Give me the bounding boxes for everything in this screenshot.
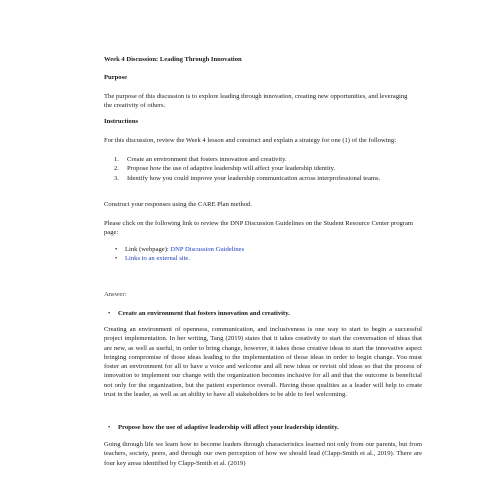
- list-number: 2.: [114, 165, 119, 173]
- instructions-intro: For this discussion, review the Week 4 lesson and construct and explain a strategy for one (1) of the following:: [104, 137, 396, 144]
- answer-paragraph-1: Creating an environment of openness, communication, and inclusiveness is one way to start to begin a successful project implementation. In her writing, Tang (2019) states that it takes creativity to start the conversation of ideas that are new, as well as useful, in order to bring change, however, it takes those creative ideas to start the innovative aspect bringing compromise of those ideas leading to the implementation of those ideas in order to begin change. You must foster an environment for all to have a voice and welcome and all new ideas or revisit old ideas so that the process of innovation to implement our change with the organization becomes inclusive for all and that the outcome is beneficial not only for the organization, but the patient experience overall. Having those qualities as a leader will help to create trust in the leader, as well as an ability to have all stakeholders to be able to feel welcoming.: [104, 326, 422, 399]
- list-item-text: Identify how you could improve your leadership communication across interprofessional teams.: [127, 174, 381, 182]
- links-list: [104, 245, 404, 264]
- guidelines-instruction-text: Please click on the following link to review the DNP Discussion Guidelines on the Student Resource Center program page:: [104, 220, 414, 237]
- list-item-text: Create an environment that fosters innovation and creativity.: [127, 156, 287, 163]
- link-prefix-text: Link (webpage):: [125, 246, 171, 253]
- list-item: [104, 174, 404, 183]
- list-number: 3.: [114, 174, 119, 182]
- list-item: [104, 164, 404, 173]
- instructions-steps-list: [104, 155, 404, 183]
- bullet-icon: •: [115, 255, 118, 263]
- dnp-guidelines-link[interactable]: DNP Discussion Guidelines: [170, 246, 245, 253]
- answer-heading-1: [104, 309, 404, 318]
- answer-label: Answer:: [104, 291, 127, 298]
- list-item: [104, 254, 404, 263]
- care-plan-text: Construct your responses using the CARE Plan method.: [104, 201, 252, 208]
- instructions-heading: Instructions: [104, 118, 139, 125]
- purpose-heading: Purpose: [104, 74, 128, 81]
- answer-heading-text: Create an environment that fosters innovation and creativity.: [118, 310, 290, 317]
- external-site-link[interactable]: Links to an external site.: [125, 255, 191, 263]
- list-item: [104, 245, 404, 254]
- purpose-text: The purpose of this discussion is to explore leading through innovation, creating new opportunities, and leveraging the creativity of others.: [104, 93, 408, 110]
- answer-heading-text: Propose how the use of adaptive leadership will affect your leadership identity.: [118, 424, 339, 431]
- list-item-text: Propose how the use of adaptive leadership will affect your leadership identity.: [127, 165, 336, 173]
- answer-paragraph-2: Going through life we learn how to become leaders through characteristics learned not only from our parents, but from teachers, society, peers, and through our own perception of how we should lead (Clapp-Smith et al., 2019). There are four key areas identified by Clapp-Smith et al. (2019): [104, 441, 422, 467]
- answer-heading-2: [104, 423, 404, 432]
- bullet-icon: •: [115, 246, 118, 253]
- list-number: 1.: [114, 156, 119, 163]
- list-item: [104, 155, 404, 164]
- bullet-icon: •: [108, 310, 111, 317]
- bullet-icon: •: [108, 424, 111, 431]
- document-title: Week 4 Discussion: Leading Through Innovation: [104, 56, 242, 63]
